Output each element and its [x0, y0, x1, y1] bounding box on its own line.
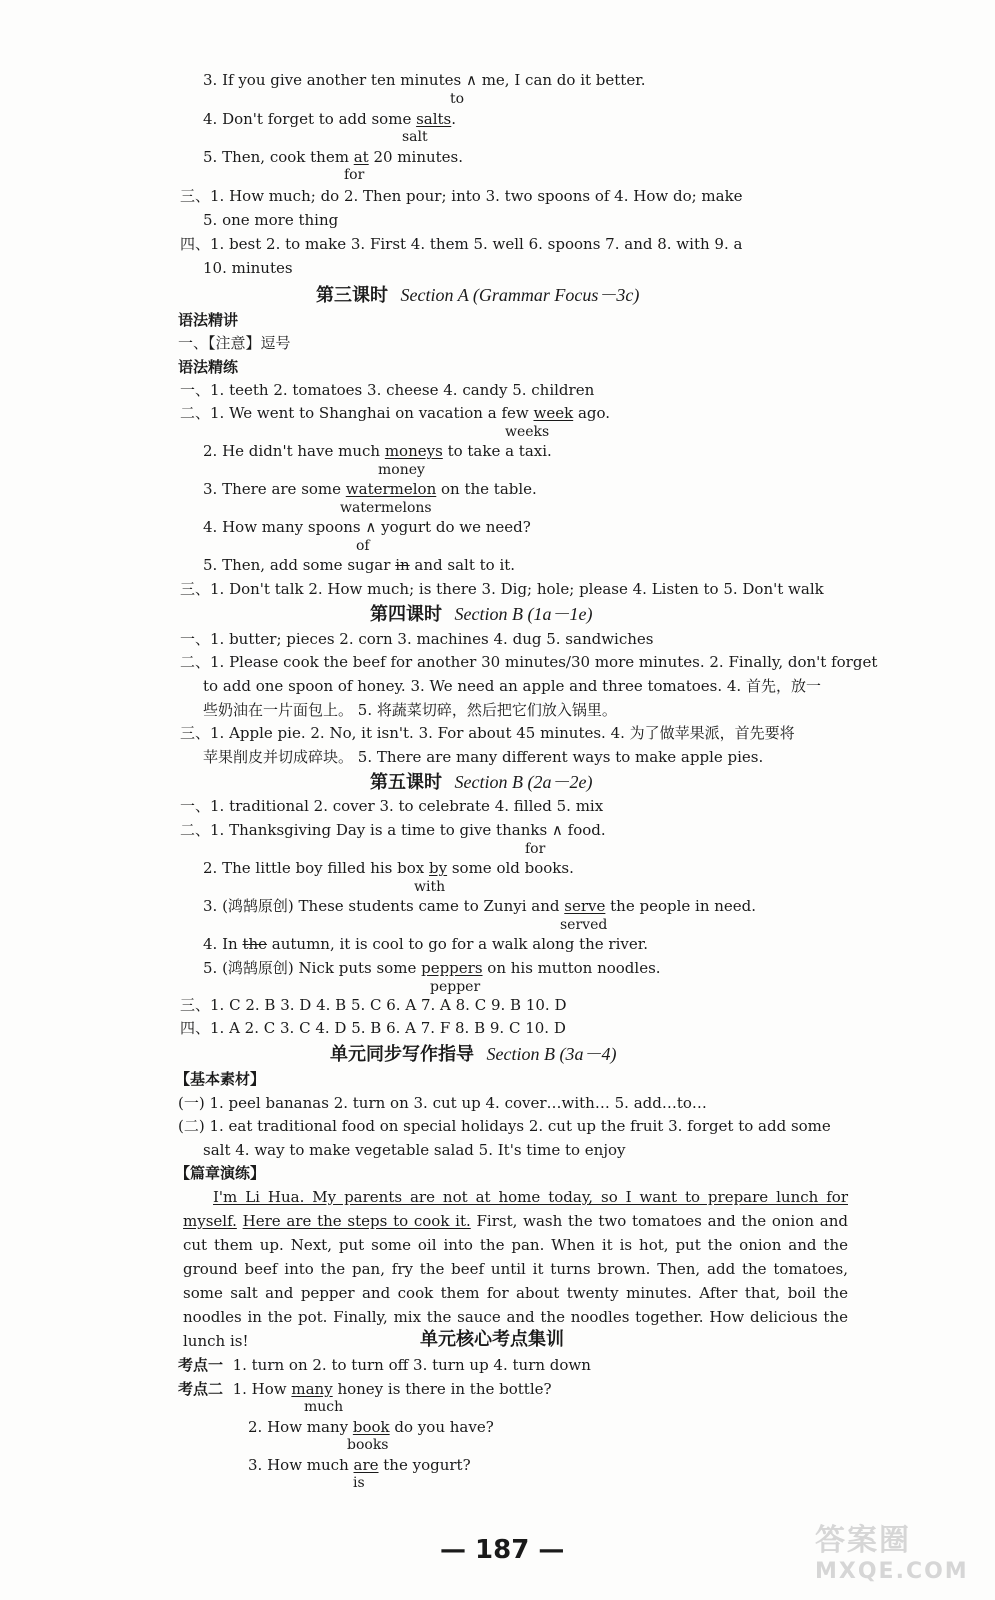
answer-line — [203, 442, 552, 460]
correction: of — [356, 538, 370, 554]
answer-line — [248, 1418, 494, 1436]
error-word: at — [353, 148, 369, 166]
text: 5. Then, add some sugar — [203, 556, 396, 574]
essay-underlined: Here are the steps to cook it. — [242, 1212, 471, 1230]
deleted-word: in — [395, 556, 410, 574]
answer-line: 些奶油在一片面包上。 5. 将蔬菜切碎，然后把它们放入锅里。 — [203, 701, 617, 719]
error-word: peppers — [421, 959, 483, 977]
answer-line: 苹果削皮并切成碎块。 5. There are many different ways to make apple pies. — [203, 748, 764, 766]
text: on his mutton noodles. — [482, 959, 661, 977]
answer-line: salt 4. way to make vegetable salad 5. It's time to enjoy — [203, 1141, 626, 1159]
text: to take a taxi. — [442, 442, 552, 460]
error-word: serve — [564, 897, 606, 915]
page-number: — 187 — — [440, 1535, 565, 1565]
answer-line — [203, 897, 756, 915]
text: 1. How — [232, 1380, 292, 1398]
correction: served — [560, 917, 608, 933]
heading-subtitle: Section A (Grammar Focus－3c) — [400, 285, 640, 305]
text: 5. Then, cook them — [203, 148, 354, 166]
answer-line: (一) 1. peel bananas 2. turn on 3. cut up 4. cover…with… 5. add…to… — [178, 1094, 707, 1112]
answer-line: 5. one more thing — [203, 211, 339, 229]
section-heading — [316, 284, 639, 307]
correction: to — [450, 91, 465, 107]
heading-title: 第五课时 — [370, 772, 442, 793]
label: 语法精练 — [178, 358, 239, 376]
heading-subtitle: Section B (1a－1e) — [454, 604, 593, 624]
deleted-word: the — [242, 935, 268, 953]
text: 4. In — [203, 935, 243, 953]
heading-subtitle: Section B (3a－4) — [486, 1044, 617, 1064]
answer-line: 3. If you give another ten minutes ∧ me, I can do it better. — [203, 71, 646, 89]
error-word: by — [429, 859, 448, 877]
heading-subtitle: Section B (2a－2e) — [454, 772, 593, 792]
answer-line — [203, 959, 661, 977]
text: the people in need. — [605, 897, 757, 915]
correction: weeks — [505, 424, 550, 440]
answer-line: 二、1. Please cook the beef for another 30 minutes/30 more minutes. 2. Finally, don't forget — [180, 653, 878, 671]
answer-line: 三、1. How much; do 2. Then pour; into 3. two spoons of 4. How do; make — [180, 187, 743, 205]
error-word: salts — [416, 110, 452, 128]
answer-line: 一、1. teeth 2. tomatoes 3. cheese 4. candy 5. children — [180, 381, 595, 399]
text: autumn, it is cool to go for a walk along the river. — [267, 935, 649, 953]
text: . — [451, 110, 457, 128]
answer-line: 一、1. traditional 2. cover 3. to celebrate 4. filled 5. mix — [180, 797, 604, 815]
correction: is — [353, 1475, 365, 1491]
text: 5. (鸿鹄原创) Nick puts some — [203, 959, 422, 977]
correction: watermelons — [340, 500, 432, 516]
error-word: are — [353, 1456, 379, 1474]
text: do you have? — [389, 1418, 494, 1436]
error-word: week — [533, 404, 574, 422]
answer-line: 四、1. A 2. C 3. C 4. D 5. B 6. A 7. F 8. B 9. C 10. D — [180, 1019, 566, 1037]
text: some old books. — [447, 859, 574, 877]
correction: books — [347, 1437, 389, 1453]
answer-line: 一、【注意】逗号 — [178, 334, 291, 352]
text: 3. How much — [248, 1456, 354, 1474]
text: 3. There are some — [203, 480, 346, 498]
text: 4. Don't forget to add some — [203, 110, 417, 128]
section-heading — [370, 603, 593, 626]
text: 二、1. We went to Shanghai on vacation a few — [180, 404, 534, 422]
label: 语法精讲 — [178, 311, 239, 329]
heading-title: 第四课时 — [370, 604, 442, 625]
error-word: many — [291, 1380, 333, 1398]
heading-title: 第三课时 — [316, 285, 388, 306]
label: 考点二 — [178, 1380, 224, 1398]
answer-line — [203, 480, 537, 498]
answer-line: 一、1. butter; pieces 2. corn 3. machines 4. dug 5. sandwiches — [180, 630, 654, 648]
correction: for — [344, 167, 365, 183]
error-word: watermelon — [345, 480, 437, 498]
text: honey is there in the bottle? — [332, 1380, 552, 1398]
label: 【篇章演练】 — [175, 1164, 266, 1182]
text: 3. (鸿鹄原创) These students came to Zunyi and — [203, 897, 565, 915]
answer-line: 四、1. best 2. to make 3. First 4. them 5. well 6. spoons 7. and 8. with 9. a — [180, 235, 743, 253]
text: ago. — [573, 404, 611, 422]
answer-line — [203, 110, 456, 128]
answer-line — [180, 404, 610, 422]
label: 【基本素材】 — [175, 1070, 266, 1088]
text: 1. turn on 2. to turn off 3. turn up 4. turn down — [232, 1356, 591, 1374]
answer-line — [203, 148, 463, 166]
label: 考点一 — [178, 1356, 224, 1374]
error-word: book — [352, 1418, 390, 1436]
text: on the table. — [436, 480, 537, 498]
correction: with — [414, 879, 446, 895]
correction: pepper — [430, 979, 481, 995]
watermark-text: 答案圈 — [815, 1523, 911, 1558]
answer-line: (二) 1. eat traditional food on special holidays 2. cut up the fruit 3. forget to add some — [178, 1117, 831, 1135]
answer-line: 二、1. Thanksgiving Day is a time to give thanks ∧ food. — [180, 821, 606, 839]
correction: much — [304, 1399, 344, 1415]
correction: money — [378, 462, 425, 478]
section-heading: 单元核心考点集训 — [420, 1329, 564, 1350]
correction: salt — [402, 129, 428, 145]
section-heading — [370, 771, 593, 794]
essay-text: First, wash the two tomatoes and the onion and cut them up. Next, put some oil into the pan. When it is hot, put the onion and the ground beef into the pan, fry the beef until it turns brown. Then, add the tomatoes, some salt and pepper and cook them for about twenty minutes. After that, boil the noodles in the pot. Finally, mix the sauce and the noodles together. How delicious the lunch is! — [183, 1212, 848, 1350]
error-word: moneys — [384, 442, 443, 460]
answer-line: 三、1. Don't talk 2. How much; is there 3. Dig; hole; please 4. Listen to 5. Don't walk — [180, 580, 824, 598]
heading-title: 单元同步写作指导 — [330, 1044, 474, 1065]
answer-line: 10. minutes — [203, 259, 293, 277]
text: 2. How many — [248, 1418, 353, 1436]
text: 2. The little boy filled his box — [203, 859, 429, 877]
answer-line — [178, 1380, 552, 1398]
text: and salt to it. — [409, 556, 516, 574]
watermark — [815, 1515, 975, 1585]
essay — [183, 1185, 848, 1353]
correction: for — [525, 841, 546, 857]
answer-line — [178, 1356, 591, 1374]
watermark-url: MXQE.COM — [815, 1559, 969, 1584]
text: the yogurt? — [378, 1456, 471, 1474]
answer-line — [203, 556, 515, 574]
essay-underlined: I'm Li Hua. My parents are not at home today, so I want to prepare lunch for myself. — [183, 1188, 848, 1230]
text: 20 minutes. — [368, 148, 464, 166]
answer-line: to add one spoon of honey. 3. We need an apple and three tomatoes. 4. 首先，放一 — [203, 677, 821, 695]
answer-line: 三、1. C 2. B 3. D 4. B 5. C 6. A 7. A 8. C 9. B 10. D — [180, 996, 567, 1014]
answer-line — [203, 859, 574, 877]
answer-line: 三、1. Apple pie. 2. No, it isn't. 3. For about 45 minutes. 4. 为了做苹果派，首先要将 — [180, 724, 795, 742]
section-heading — [330, 1043, 617, 1066]
answer-line — [248, 1456, 471, 1474]
answer-line — [203, 935, 648, 953]
text: 2. He didn't have much — [203, 442, 385, 460]
answer-line: 4. How many spoons ∧ yogurt do we need? — [203, 518, 531, 536]
